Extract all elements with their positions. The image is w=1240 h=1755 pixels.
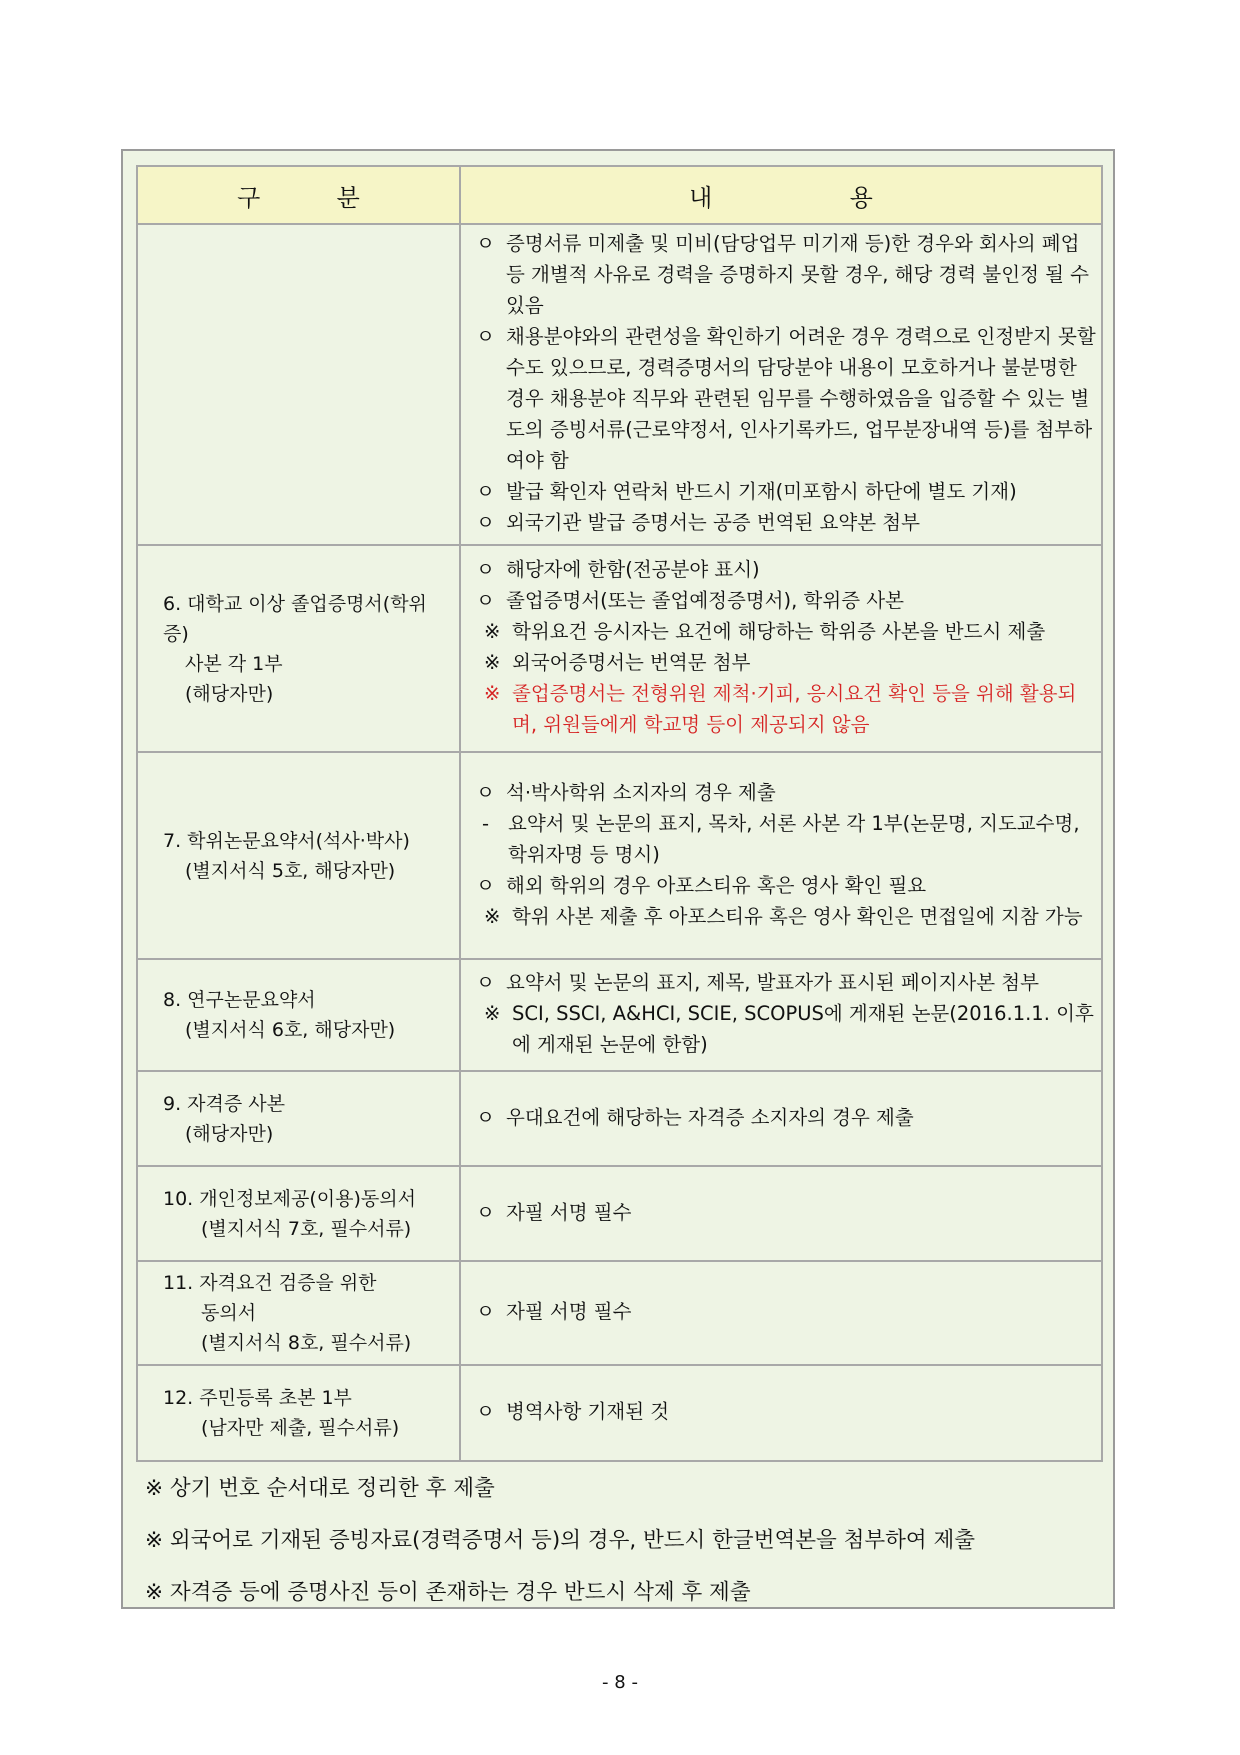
page-number: - 8 - (602, 1672, 638, 1693)
table-row (137, 224, 1102, 545)
dash-item: - 요약서 및 논문의 표지, 목차, 서론 사본 각 1부(논문명, 지도교수명, 학위자명 등 명시) (482, 811, 1080, 866)
list-item: ㅇ 해당자에 한함(전공분야 표시) (476, 558, 760, 581)
row-category: 8. 연구논문요약서 (별지서식 6호, 해당자만) (137, 959, 460, 1071)
header-content: 내 용 (460, 166, 1102, 224)
important-note: ※ 졸업증명서는 전형위원 제척·기피, 응시요건 확인 등을 위해 활용되며, 위원들에게 학교명 등이 제공되지 않음 (484, 682, 1077, 736)
row-content (460, 959, 1102, 1071)
table-row (137, 752, 1102, 959)
note-item: ※ SCI, SSCI, A&HCI, SCIE, SCOPUS에 게재된 논문(2016.1.1. 이후에 게재된 논문에 한함) (484, 1002, 1094, 1056)
table-row (137, 1365, 1102, 1461)
row-content (460, 224, 1102, 545)
list-item: ㅇ 병역사항 기재된 것 (476, 1400, 670, 1423)
row-category: 10. 개인정보제공(이용)동의서 (별지서식 7호, 필수서류) (137, 1166, 460, 1261)
row-content (460, 1071, 1102, 1166)
requirements-table (136, 165, 1103, 1462)
table-row (137, 959, 1102, 1071)
table-row (137, 1071, 1102, 1166)
footnote: ※ 외국어로 기재된 증빙자료(경력증명서 등)의 경우, 반드시 한글번역본을 첨부하여 제출 (145, 1528, 976, 1553)
list-item: ㅇ 발급 확인자 연락처 반드시 기재(미포함시 하단에 별도 기재) (476, 480, 1017, 503)
row-category: 12. 주민등록 초본 1부 (남자만 제출, 필수서류) (137, 1365, 460, 1461)
row-category: 9. 자격증 사본 (해당자만) (137, 1071, 460, 1166)
list-item: ㅇ 자필 서명 필수 (476, 1300, 632, 1323)
row-content (460, 1166, 1102, 1261)
list-item: ㅇ 자필 서명 필수 (476, 1200, 632, 1224)
note-item: ※ 외국어증명서는 번역문 첨부 (484, 651, 751, 674)
table-header-row (137, 166, 1102, 224)
table-row (137, 1261, 1102, 1365)
list-item: ㅇ 요약서 및 논문의 표지, 제목, 발표자가 표시된 페이지사본 첨부 (476, 971, 1039, 994)
note-item: ※ 학위요건 응시자는 요건에 해당하는 학위증 사본을 반드시 제출 (484, 620, 1046, 643)
table-row (137, 545, 1102, 752)
row-content (460, 545, 1102, 752)
row-content (460, 1261, 1102, 1365)
list-item: ㅇ 석·박사학위 소지자의 경우 제출 (476, 780, 776, 804)
document-frame (121, 149, 1115, 1609)
list-item: ㅇ 채용분야와의 관련성을 확인하기 어려운 경우 경력으로 인정받지 못할 수도 있으므로, 경력증명서의 담당분야 내용이 모호하거나 불분명한 경우 채용분야 직무와 관련된 임무를 수행하였음을 입증할 수 있는 별도의 증빙서류(근로약정서, 인사기록카드, 업무분장내역 등)를 첨부하여야 함 (476, 325, 1096, 472)
row-category (137, 224, 460, 545)
footnote: ※ 상기 번호 순서대로 정리한 후 제출 (145, 1476, 495, 1501)
row-content (460, 1365, 1102, 1461)
list-item: ㅇ 외국기관 발급 증명서는 공증 번역된 요약본 첨부 (476, 511, 920, 534)
header-category: 구 분 (137, 166, 460, 224)
list-item: ㅇ 해외 학위의 경우 아포스티유 혹은 영사 확인 필요 (476, 873, 927, 897)
row-category: 6. 대학교 이상 졸업증명서(학위증) 사본 각 1부 (해당자만) (137, 545, 460, 752)
row-content (460, 752, 1102, 959)
list-item: ㅇ 우대요건에 해당하는 자격증 소지자의 경우 제출 (476, 1105, 914, 1129)
list-item: ㅇ 증명서류 미제출 및 미비(담당업무 미기재 등)한 경우와 회사의 폐업 등 개별적 사유로 경력을 증명하지 못할 경우, 해당 경력 불인정 될 수 있음 (476, 232, 1089, 317)
table-row (137, 1166, 1102, 1261)
note-item: ※ 학위 사본 제출 후 아포스티유 혹은 영사 확인은 면접일에 지참 가능 (484, 904, 1083, 928)
row-category: 11. 자격요건 검증을 위한 동의서 (별지서식 8호, 필수서류) (137, 1261, 460, 1365)
row-category: 7. 학위논문요약서(석사·박사) (별지서식 5호, 해당자만) (137, 752, 460, 959)
list-item: ㅇ 졸업증명서(또는 졸업예정증명서), 학위증 사본 (476, 589, 904, 612)
footnote: ※ 자격증 등에 증명사진 등이 존재하는 경우 반드시 삭제 후 제출 (145, 1580, 751, 1605)
